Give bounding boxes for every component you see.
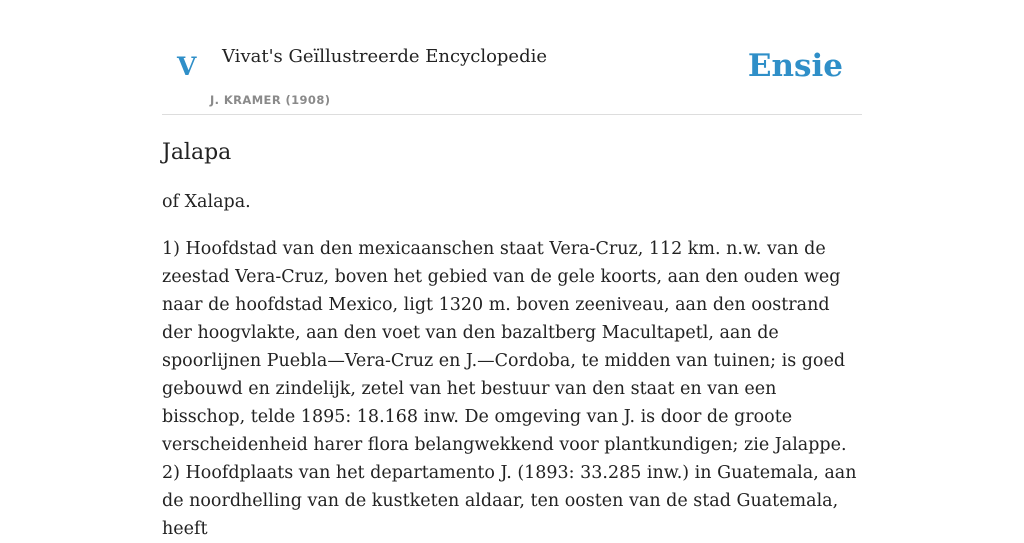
entry-subtitle: of Xalapa. <box>162 192 251 213</box>
entry-paragraph: 2) Hoofdplaats van het departamento J. (1893: 33.285 inw.) in Guatemala, aan de noordhelling van de kustketen aldaar, ten oosten van de stad Guatemala, heeft <box>162 463 857 540</box>
book-title-link[interactable]: Vivat's Geïllustreerde Encyclopedie <box>222 46 548 67</box>
entry-content <box>162 140 864 543</box>
book-author: J. KRAMER (1908) <box>210 93 331 107</box>
entry-title: Jalapa <box>162 140 232 165</box>
entry-paragraph: 1) Hoofdstad van den mexicaanschen staat Vera-Cruz, 112 km. n.w. van de zeestad Vera-Cruz, boven het gebied van de gele koorts, aan den ouden weg naar de hoofdstad Mexico, ligt 1320 m. boven zeeniveau, aan den oostrand der hoogvlakte, aan den voet van den bazaltberg Macultapetl, aan de spoorlijnen Puebla—Vera-Cruz en J.—Cordoba, te midden van tuinen; is goed gebouwd en zindelijk, zetel van het bestuur van den staat en van een bisschop, telde 1895: 18.168 inw. De omgeving van J. is door de groote verscheidenheid harer flora belangwekkend voor plantkundigen; zie Jalappe. <box>162 239 847 456</box>
source-logo[interactable]: V <box>177 52 197 81</box>
ensie-logo[interactable]: Ensie <box>747 48 843 84</box>
header <box>162 0 862 115</box>
entry-body <box>162 235 864 543</box>
